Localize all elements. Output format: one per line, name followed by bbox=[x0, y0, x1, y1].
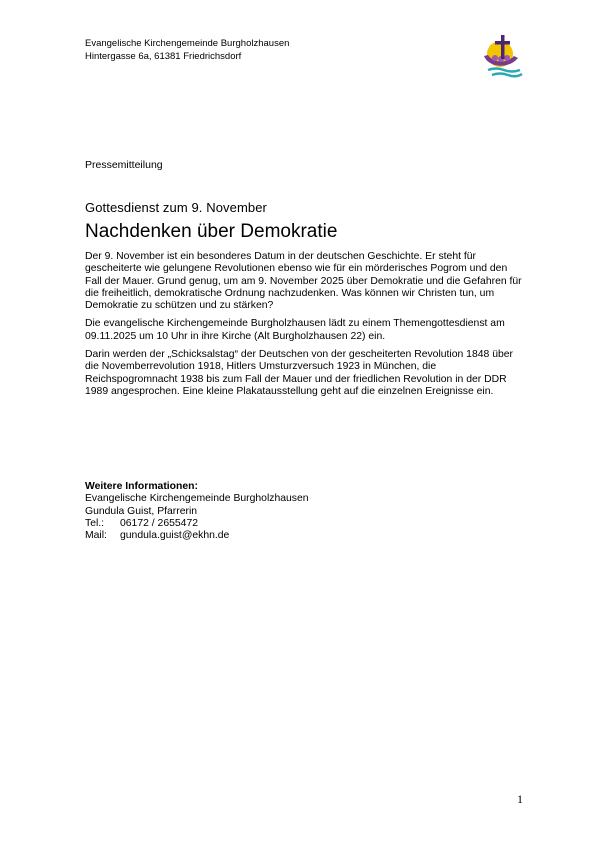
paragraph-details: Darin werden der „Schicksalstag“ der Deutschen von der gescheiterten Revolution 1848 über die Novemberrevolution 1918, Hitlers Umsturzversuch 1923 in München, die Reichspogromnacht 1938 bis zum Fall der Mauer und der friedlichen Revolution in der DDR 1989 angesprochen. Eine kleine Plakatausstellung geht auf die einzelnen Ereignisse ein. bbox=[85, 349, 513, 397]
mail-address: gundula.guist@ekhn.de bbox=[120, 530, 230, 542]
document-type-label: Pressemitteilung bbox=[85, 159, 163, 171]
contact-block bbox=[85, 481, 309, 542]
letterhead-address bbox=[85, 38, 289, 63]
logo-wave-2 bbox=[492, 74, 522, 77]
press-release-body bbox=[85, 251, 525, 404]
paragraph-invitation: Die evangelische Kirchengemeinde Burgholzhausen lädt zu einem Themengottesdienst am 09.11.2025 um 10 Uhr in ihre Kirche (Alt Burgholzhausen 22) ein. bbox=[85, 318, 505, 342]
subheadline: Gottesdienst zum 9. November bbox=[85, 200, 267, 215]
phone-number: 06172 / 2655472 bbox=[120, 517, 199, 529]
logo-cross-vertical bbox=[501, 35, 505, 59]
page-number: 1 bbox=[517, 792, 523, 806]
logo-people bbox=[492, 55, 498, 61]
church-logo-graphic bbox=[478, 32, 526, 80]
contact-person: Gundula Guist, Pfarrerin bbox=[85, 505, 198, 517]
logo-wave-1 bbox=[488, 69, 520, 72]
headline: Nachdenken über Demokratie bbox=[85, 221, 338, 242]
contact-phone-row bbox=[85, 518, 309, 530]
letterhead-street: Hintergasse 6a, 61381 Friedrichsdorf bbox=[85, 50, 242, 62]
contact-title: Weitere Informationen: bbox=[85, 481, 198, 492]
letterhead-organization: Evangelische Kirchengemeinde Burgholzhausen bbox=[85, 38, 290, 49]
mail-label: Mail: bbox=[85, 530, 107, 542]
phone-label: Tel.: bbox=[85, 517, 105, 529]
logo-people-3 bbox=[504, 55, 510, 61]
contact-organization: Evangelische Kirchengemeinde Burgholzhausen bbox=[85, 493, 309, 505]
paragraph-intro: Der 9. November ist ein besonderes Datum in der deutschen Geschichte. Er steht für gescheiterte wie gelungene Revolutionen ebenso wie für ein mörderisches Pogrom und den Fall der Mauer. Grund genug, um am 9. November 2025 über Demokratie und die Gefahren für die freiheitlich, demokratische Ordnung nachzudenken. Was können wir Christen tun, um Demokratie zu schützen und zu stärken? bbox=[85, 251, 522, 312]
logo-cross-horizontal bbox=[495, 41, 510, 45]
church-logo-icon bbox=[478, 32, 526, 80]
contact-mail-row bbox=[85, 530, 309, 542]
